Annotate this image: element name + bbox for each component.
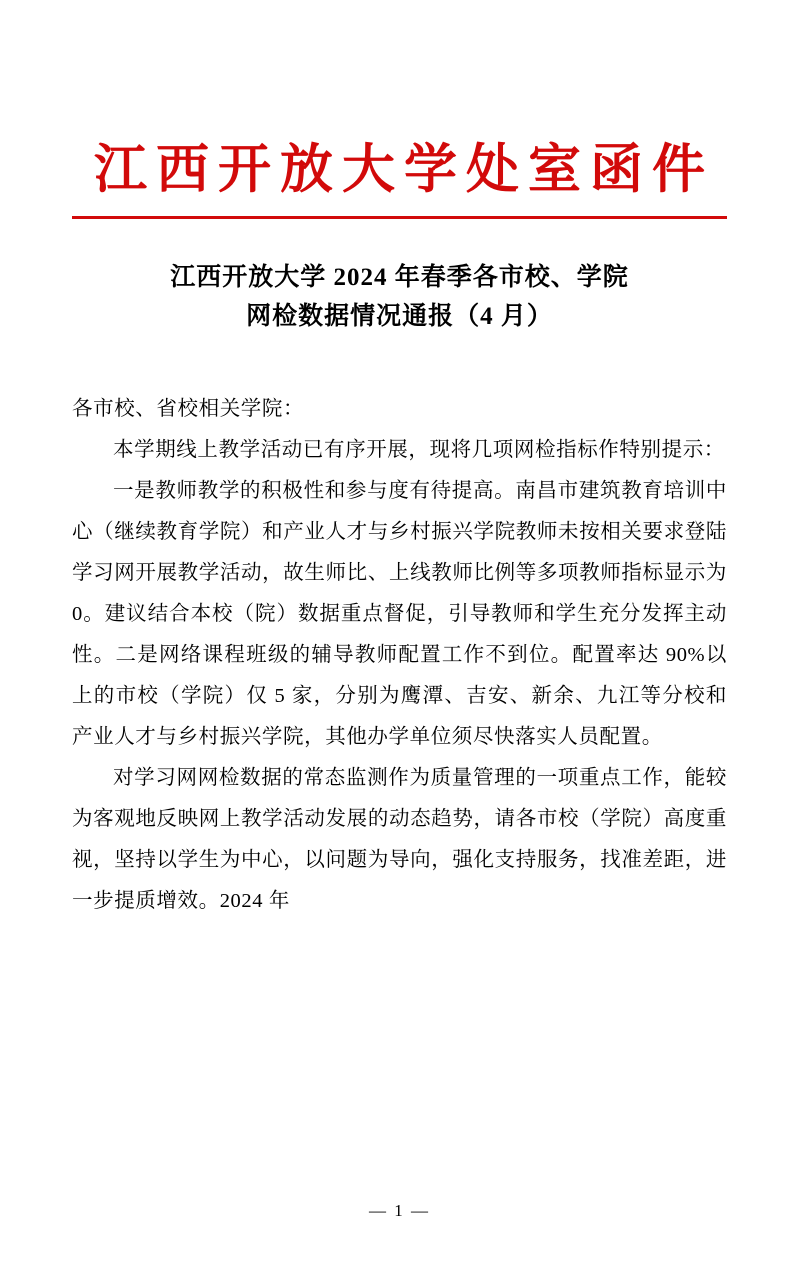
page-number: — 1 — — [369, 1201, 430, 1220]
paragraph-3: 对学习网网检数据的常态监测作为质量管理的一项重点工作，能较为客观地反映网上教学活动发展的动态趋势，请各市校（学院）高度重视，坚持以学生为中心，以问题为导向，强化支持服务，找准差距，进一步提质增效。2024 年 — [72, 766, 727, 912]
document-page — [0, 140, 799, 1271]
document-title-line-2: 网检数据情况通报（4 月） — [246, 303, 553, 331]
masthead-divider — [72, 216, 727, 219]
document-title — [72, 259, 727, 337]
salutation: 各市校、省校相关学院： — [72, 397, 305, 420]
masthead-title: 江西开放大学处室函件 — [94, 138, 714, 200]
paragraph-1: 本学期线上教学活动已有序开展，现将几项网检指标作特别提示： — [113, 438, 725, 461]
document-title-line-1: 江西开放大学 2024 年春季各市校、学院 — [170, 264, 629, 292]
masthead — [72, 140, 727, 219]
document-body — [72, 389, 727, 922]
paragraph-2: 一是教师教学的积极性和参与度有待提高。南昌市建筑教育培训中心（继续教育学院）和产业人才与乡村振兴学院教师未按相关要求登陆学习网开展教学活动，故生师比、上线教师比例等多项教师指标显示为 0。建议结合本校（院）数据重点督促，引导教师和学生充分发挥主动性。二是网络课程班级的辅导教师配置工作不到位。配置率达 90%以上的市校（学院）仅 5 家，分别为鹰潭、吉安、新余、九江等分校和产业人才与乡村振兴学院，其他办学单位须尽快落实人员配置。 — [72, 479, 727, 748]
